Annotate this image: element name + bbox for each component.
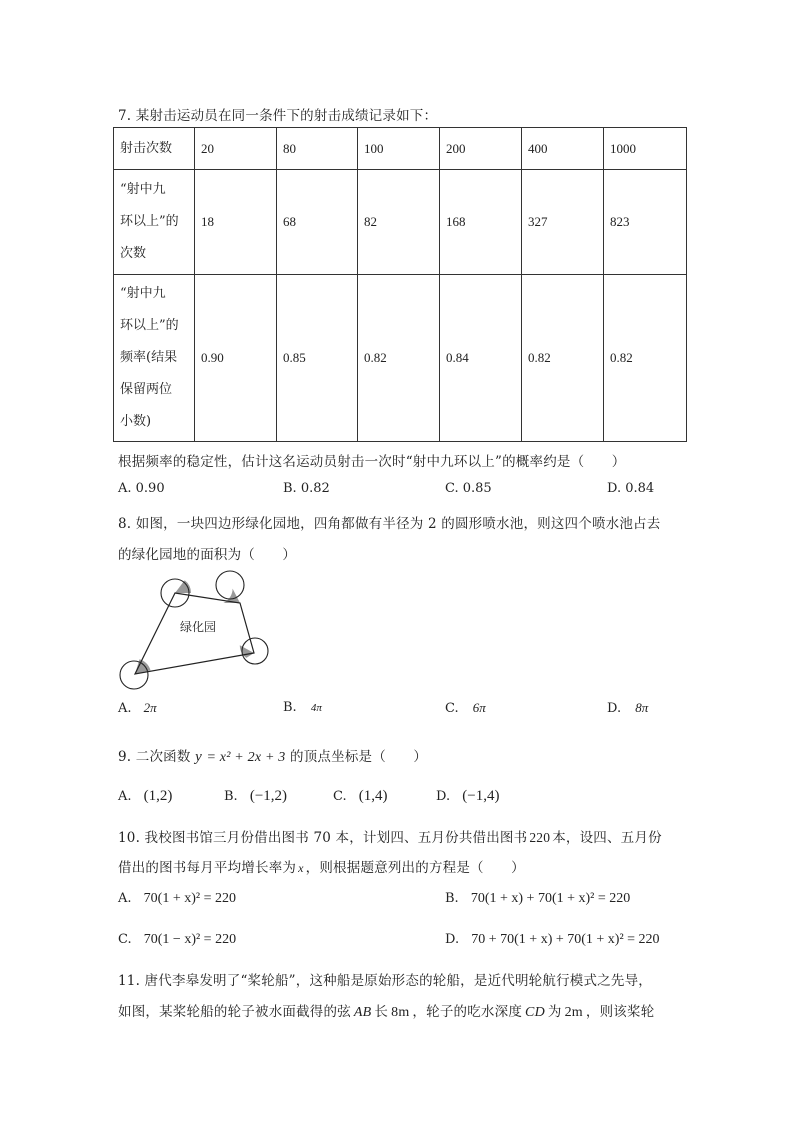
q10-option-b — [445, 891, 630, 907]
q10-text: 10. 我校图书馆三月份借出图书 70 本，计划四、五月份共借出图书 — [118, 830, 528, 846]
q9-option-c — [333, 788, 388, 805]
option-letter: B. — [224, 789, 238, 804]
table-cell: 100 — [358, 128, 440, 170]
table-cell: 20 — [195, 128, 277, 170]
q9-stem — [118, 745, 427, 766]
option-letter: D. — [436, 789, 451, 804]
option-value: 8π — [635, 700, 649, 715]
q10-option-c — [118, 932, 236, 948]
table-cell: 0.84 — [440, 275, 522, 442]
q7-question: 根据频率的稳定性，估计这名运动员射击一次时“射中九环以上”的概率约是（ ） — [118, 454, 626, 470]
option-letter: C. — [118, 932, 132, 947]
option-letter: B. — [445, 891, 459, 906]
q8-option-a — [118, 700, 157, 716]
q8-stem-line1: 8. 如图，一块四边形绿化园地，四角都做有半径为 2 的圆形喷水池，则这四个喷水池占去 — [118, 516, 661, 532]
option-value: (1,4) — [358, 788, 388, 804]
q11-chord-length: 8m — [391, 1005, 410, 1020]
option-letter: A. — [118, 789, 132, 804]
q9-option-d — [436, 788, 499, 805]
q10-variable: x — [298, 861, 304, 875]
table-cell: 823 — [604, 170, 687, 275]
q11-chord-ab: AB — [353, 1005, 372, 1020]
q10-option-a — [118, 891, 236, 907]
table-cell: 0.82 — [522, 275, 604, 442]
row-label: “射中九 环以上”的 次数 — [114, 170, 195, 275]
q11-depth: 2m — [564, 1005, 583, 1020]
option-value: 70(1 + x)² = 220 — [143, 891, 236, 906]
q10-text: 借出的图书每月平均增长率为 — [118, 860, 297, 876]
q7-record-table — [113, 127, 687, 442]
table-row — [114, 128, 687, 170]
table-cell: 80 — [277, 128, 358, 170]
table-cell: 0.82 — [358, 275, 440, 442]
table-cell: 82 — [358, 170, 440, 275]
q11-text: 长 — [374, 1004, 389, 1020]
row-label: “射中九 环以上”的 频率(结果 保留两位 小数) — [114, 275, 195, 442]
row-label: 射击次数 — [114, 128, 195, 170]
q7-stem: 7. 某射击运动员在同一条件下的射击成绩记录如下： — [118, 108, 438, 124]
q9-formula-rhs: = x² + 2x + 3 — [206, 750, 286, 765]
q8-option-c — [445, 700, 486, 716]
q8-option-b — [283, 700, 322, 715]
option-letter: C. — [445, 701, 459, 716]
figure-label: 绿化园 — [180, 620, 217, 634]
table-cell: 0.82 — [604, 275, 687, 442]
q7-option-b: B. 0.82 — [283, 481, 330, 496]
option-value: 2π — [143, 700, 157, 715]
q10-stem-line2 — [118, 856, 525, 876]
q11-text: 如图，某桨轮船的轮子被水面截得的弦 — [118, 1004, 351, 1020]
q11-stem-line1: 11. 唐代李皋发明了“桨轮船”，这种船是原始形态的轮船，是近代明轮航行模式之先导， — [118, 973, 652, 989]
q9-formula-lhs: y — [195, 749, 202, 765]
option-value: (−1,2) — [249, 788, 288, 804]
q10-number: 220 — [529, 830, 551, 845]
q10-text: ，则根据题意列出的方程是（ ） — [305, 860, 525, 876]
table-cell: 18 — [195, 170, 277, 275]
q11-text: 为 — [547, 1004, 562, 1020]
q8-stem-line2: 的绿化园地的面积为（ ） — [118, 547, 297, 563]
table-cell: 168 — [440, 170, 522, 275]
quadrilateral-garden-figure — [110, 565, 280, 695]
q7-option-d: D. 0.84 — [607, 481, 655, 496]
table-cell: 1000 — [604, 128, 687, 170]
option-letter: A. — [118, 891, 132, 906]
table-cell: 0.85 — [277, 275, 358, 442]
option-letter: D. — [445, 932, 460, 947]
q11-segment-cd: CD — [525, 1005, 545, 1020]
option-letter: C. — [333, 789, 347, 804]
table-cell: 0.90 — [195, 275, 277, 442]
q7-option-a: A. 0.90 — [118, 481, 165, 496]
q9-option-b — [224, 788, 287, 805]
option-letter: D. — [607, 701, 622, 716]
q10-text: 本，设四、五月份 — [552, 830, 662, 846]
q9-prefix: 9. 二次函数 — [118, 749, 191, 765]
q8-option-d — [607, 700, 648, 716]
q11-text: ，则该桨轮 — [585, 1004, 655, 1020]
option-letter: A. — [118, 701, 132, 716]
q7-option-c: C. 0.85 — [445, 481, 492, 496]
table-cell: 400 — [522, 128, 604, 170]
option-value: 6π — [472, 700, 486, 715]
table-cell: 68 — [277, 170, 358, 275]
option-value: (−1,4) — [462, 788, 500, 804]
q11-stem-line2 — [118, 1000, 654, 1021]
table-row — [114, 275, 687, 442]
option-value: 70 + 70(1 + x) + 70(1 + x)² = 220 — [471, 932, 660, 947]
option-value: (1,2) — [143, 788, 173, 804]
option-value: 4π — [310, 702, 322, 714]
option-value: 70(1 + x) + 70(1 + x)² = 220 — [470, 891, 631, 906]
table-cell: 200 — [440, 128, 522, 170]
table-cell: 327 — [522, 170, 604, 275]
q11-text: ，轮子的吃水深度 — [412, 1004, 523, 1020]
q10-option-d — [445, 932, 660, 948]
q9-option-a — [118, 788, 172, 805]
option-value: 70(1 − x)² = 220 — [143, 932, 237, 947]
q9-suffix: 的顶点坐标是（ ） — [290, 749, 428, 765]
table-row — [114, 170, 687, 275]
q10-stem-line1 — [118, 826, 662, 846]
option-letter: B. — [283, 700, 297, 715]
